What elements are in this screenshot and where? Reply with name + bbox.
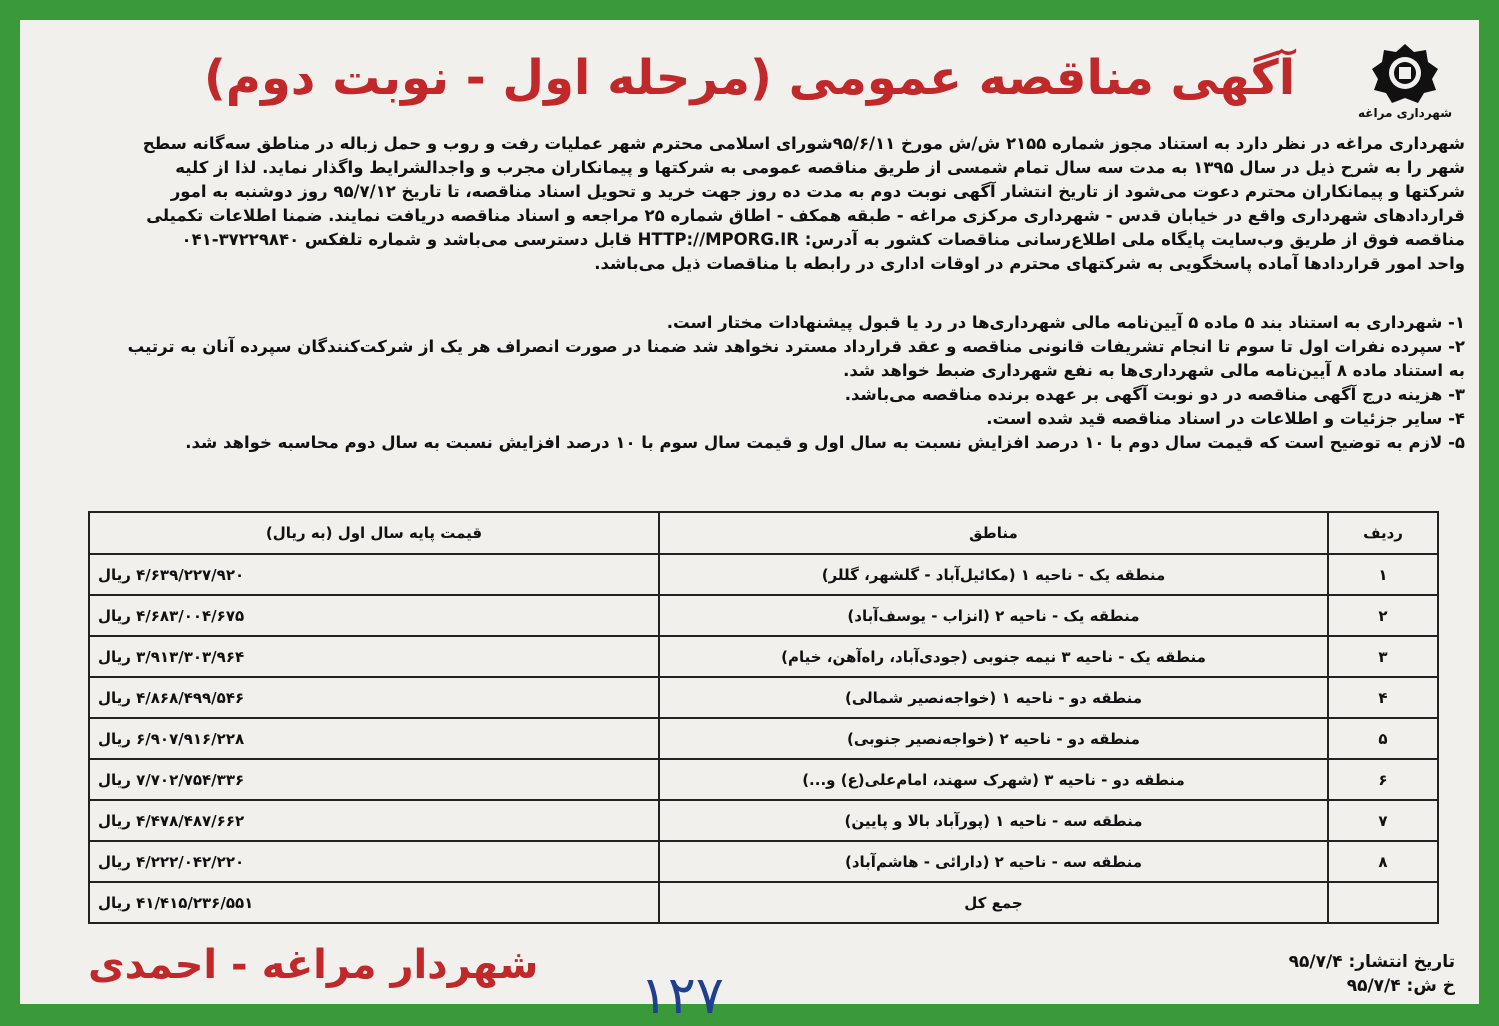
row-number: ۷	[1328, 800, 1438, 841]
base-price	[89, 841, 659, 882]
base-price	[89, 554, 659, 595]
intro-line: شهر را به شرح ذیل در سال ۱۳۹۵ به مدت سه سال تمام شمسی از طریق مناقصه عمومی به شرکتها و پیمانکاران مجرب و واجدالشرایط واگذار نماید. لذا از کلیه	[175, 158, 1465, 177]
intro-line: قراردادهای شهرداری واقع در خیابان قدس - شهرداری مرکزی مراغه - طبقه همکف - اطاق شماره ۲۵ مراجعه و اسناد مناقصه دریافت نمایند. ضمنا اطلاعات تکمیلی	[146, 206, 1465, 225]
tender-notice	[20, 20, 1479, 1026]
column-header-regions: مناطق	[659, 512, 1328, 554]
total-spacer	[1328, 882, 1438, 923]
row-number: ۲	[1328, 595, 1438, 636]
condition-item: ۱- شهرداری به استناد بند ۵ ماده ۵ آیین‌نامه مالی شهرداری‌ها در رد یا قبول پیشنهادات مختار است.	[666, 313, 1465, 332]
intro-line: مناقصه فوق از طریق وب‌سایت پایگاه ملی اطلاع‌رسانی مناقصات کشور به آدرس: HTTP://MPORG.IR قابل دسترسی می‌باشد و شماره تلفکس ۳۷۲۲۹۸۴۰-۰۴۱	[181, 230, 1465, 249]
row-number: ۸	[1328, 841, 1438, 882]
total-price-value: ۴۱/۴۱۵/۲۳۶/۵۵۱ ریال	[98, 893, 254, 912]
column-header-base-price: قیمت پایه سال اول (به ریال)	[89, 512, 659, 554]
region-name: منطقه سه - ناحیه ۱ (پورآباد بالا و پایین)	[659, 800, 1328, 841]
row-number: ۶	[1328, 759, 1438, 800]
table-row	[89, 636, 1438, 677]
condition-item: ۳- هزینه درج آگهی مناقصه در دو نوبت آگهی بر عهده برنده مناقصه می‌باشد.	[844, 385, 1465, 404]
base-price	[89, 759, 659, 800]
total-price	[89, 882, 659, 923]
row-number: ۱	[1328, 554, 1438, 595]
region-name: منطقه یک - ناحیه ۱ (مکائیل‌آباد - گلشهر، گللر)	[659, 554, 1328, 595]
table-header-row	[89, 512, 1438, 554]
table-row	[89, 554, 1438, 595]
base-price-value: ۴/۸۶۸/۴۹۹/۵۴۶ ریال	[98, 688, 245, 707]
table-row	[89, 759, 1438, 800]
regions-table	[88, 511, 1439, 924]
region-name: منطقه یک - ناحیه ۲ (انزاب - یوسف‌آباد)	[659, 595, 1328, 636]
base-price	[89, 800, 659, 841]
base-price	[89, 595, 659, 636]
row-number: ۳	[1328, 636, 1438, 677]
condition-item: ۵- لازم به توضیح است که قیمت سال دوم با ۱۰ درصد افزایش نسبت به سال اول و قیمت سال سوم با ۱۰ درصد افزایش نسبت به سال دوم محاسبه خواهد شد.	[185, 433, 1465, 452]
logo-caption: شهرداری مراغه	[1357, 106, 1453, 120]
row-number: ۵	[1328, 718, 1438, 759]
base-price-value: ۴/۲۲۲/۰۴۲/۲۲۰ ریال	[98, 852, 245, 871]
base-price-value: ۳/۹۱۳/۳۰۳/۹۶۴ ریال	[98, 647, 245, 666]
base-price	[89, 718, 659, 759]
condition-item: ۴- سایر جزئیات و اطلاعات در اسناد مناقصه قید شده است.	[986, 409, 1465, 428]
table-row	[89, 800, 1438, 841]
base-price-value: ۷/۷۰۲/۷۵۴/۳۳۶ ریال	[98, 770, 245, 789]
notice-code: خ ش: ۹۵/۷/۴	[1346, 976, 1455, 996]
total-label: جمع کل	[659, 882, 1328, 923]
base-price-value: ۴/۶۸۳/۰۰۴/۶۷۵ ریال	[98, 606, 245, 625]
base-price-value: ۴/۴۷۸/۴۸۷/۶۶۲ ریال	[98, 811, 245, 830]
base-price	[89, 636, 659, 677]
intro-line: واحد امور قراردادها آماده پاسخگویی به شرکتهای محترم در اوقات اداری در رابطه با مناقصات ذیل می‌باشد.	[594, 254, 1465, 273]
base-price	[89, 677, 659, 718]
intro-paragraph	[34, 132, 1465, 276]
conditions-list	[34, 311, 1465, 455]
intro-line: شرکتها و پیمانکاران محترم دعوت می‌شود از تاریخ انتشار آگهی نوبت دوم به مدت ده روز جهت خرید و تحویل اسناد مناقصه، تا تاریخ ۹۵/۷/۱۲ روز دوشنبه به امور	[170, 182, 1465, 201]
handwritten-number: ۱۲۷	[640, 966, 724, 1026]
condition-item: ۲- سپرده نفرات اول تا سوم تا انجام تشریفات قانونی مناقصه و عقد قرارداد مسترد نخواهد شد ضمنا در صورت انصراف هر یک از شرکت‌کنندگان سپرده آنان به ترتیب	[127, 337, 1465, 356]
table-total-row	[89, 882, 1438, 923]
table-row	[89, 718, 1438, 759]
region-name: منطقه دو - ناحیه ۲ (خواجه‌نصیر جنوبی)	[659, 718, 1328, 759]
table-row	[89, 841, 1438, 882]
region-name: منطقه دو - ناحیه ۱ (خواجه‌نصیر شمالی)	[659, 677, 1328, 718]
table-row	[89, 595, 1438, 636]
intro-line: شهرداری مراغه در نظر دارد به استناد مجوز شماره ۲۱۵۵ ش/ش مورخ ۹۵/۶/۱۱شورای اسلامی محترم شهر عملیات رفت و روب و حمل زباله در مناطق سه‌گانه سطح	[142, 134, 1465, 153]
base-price-value: ۴/۶۳۹/۲۲۷/۹۲۰ ریال	[98, 565, 245, 584]
region-name: منطقه دو - ناحیه ۳ (شهرک سهند، امام‌علی(ع) و...)	[659, 759, 1328, 800]
region-name: منطقه یک - ناحیه ۳ نیمه جنوبی (جودی‌آباد، راه‌آهن، خیام)	[659, 636, 1328, 677]
region-name: منطقه سه - ناحیه ۲ (دارائی - هاشم‌آباد)	[659, 841, 1328, 882]
mayor-signature: شهردار مراغه - احمدی	[88, 942, 539, 988]
condition-item: به استناد ماده ۸ آیین‌نامه مالی شهرداری‌ها به نفع شهرداری ضبط خواهد شد.	[843, 361, 1465, 380]
publish-info	[1289, 950, 1455, 998]
table-row	[89, 677, 1438, 718]
page-title: آگهی مناقصه عمومی (مرحله اول - نوبت دوم)	[203, 50, 1296, 106]
row-number: ۴	[1328, 677, 1438, 718]
publish-date: تاریخ انتشار: ۹۵/۷/۴	[1288, 952, 1455, 972]
base-price-value: ۶/۹۰۷/۹۱۶/۲۲۸ ریال	[98, 729, 245, 748]
column-header-row-number: ردیف	[1328, 512, 1438, 554]
